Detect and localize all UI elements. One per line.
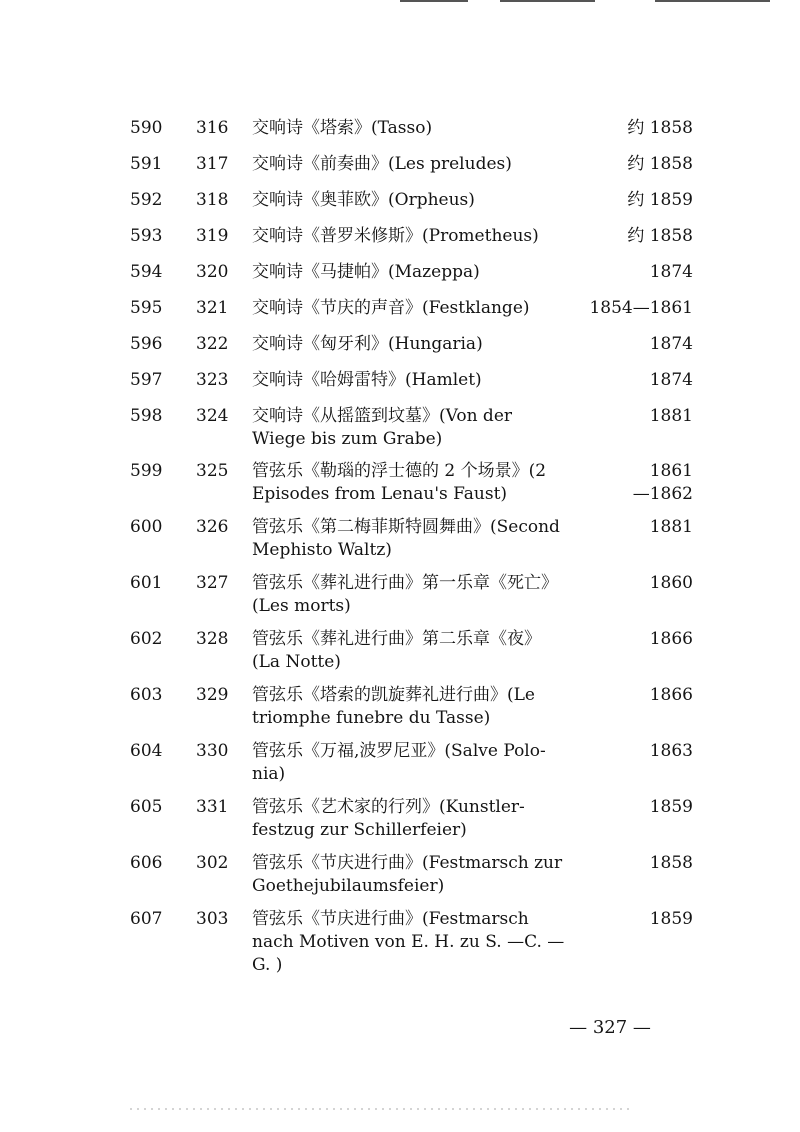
searle-number: 329 (196, 685, 229, 705)
work-title-line: (La Notte) (252, 652, 341, 672)
composition-date (588, 796, 693, 819)
date-line: 1866 (649, 685, 693, 705)
catalog-number: 602 (130, 629, 163, 649)
composition-date (588, 153, 693, 176)
catalog-number: 598 (130, 406, 163, 426)
work-title-line: 交响诗《普罗米修斯》(Prometheus) (252, 226, 539, 246)
work-title (252, 852, 602, 898)
header-rule (500, 0, 595, 2)
work-title-line: 交响诗《哈姆雷特》(Hamlet) (252, 370, 482, 390)
work-title-line: triomphe funebre du Tasse) (252, 708, 491, 728)
date-line: 约 1859 (627, 190, 693, 210)
date-line: 1874 (649, 262, 693, 282)
catalog-number: 604 (130, 741, 163, 761)
date-line: 约 1858 (627, 154, 693, 174)
searle-number: 320 (196, 262, 229, 282)
catalog-number: 595 (130, 298, 163, 318)
date-line: 1874 (649, 370, 693, 390)
composition-date (588, 572, 693, 595)
work-title-line: Goethejubilaumsfeier) (252, 876, 445, 896)
date-line: 1858 (649, 853, 693, 873)
work-title (252, 333, 602, 356)
date-line: —1862 (632, 484, 693, 504)
work-title-line: Wiege bis zum Grabe) (252, 429, 443, 449)
catalog-number: 597 (130, 370, 163, 390)
work-title (252, 225, 602, 248)
composition-date (588, 297, 693, 320)
work-title-line: 管弦乐《第二梅菲斯特圆舞曲》(Second (252, 517, 560, 537)
work-title (252, 117, 602, 140)
catalog-number: 600 (130, 517, 163, 537)
date-line: 1881 (649, 517, 693, 537)
work-title-line: 交响诗《奥菲欧》(Orpheus) (252, 190, 475, 210)
date-line: 1861 (649, 461, 693, 481)
work-title-line: 交响诗《马捷帕》(Mazeppa) (252, 262, 480, 282)
catalog-number: 596 (130, 334, 163, 354)
catalog-number: 591 (130, 154, 163, 174)
date-line: 1866 (649, 629, 693, 649)
searle-number: 323 (196, 370, 229, 390)
work-title-line: 管弦乐《节庆进行曲》(Festmarsch zur (252, 853, 563, 873)
composition-date (588, 684, 693, 707)
searle-number: 331 (196, 797, 229, 817)
work-title (252, 628, 602, 674)
searle-number: 322 (196, 334, 229, 354)
searle-number: 327 (196, 573, 229, 593)
page-number: — 327 — (569, 1017, 651, 1038)
work-title-line: 交响诗《塔索》(Tasso) (252, 118, 433, 138)
searle-number: 303 (196, 909, 229, 929)
work-title (252, 460, 602, 506)
work-title-line: 交响诗《节庆的声音》(Festklange) (252, 298, 530, 318)
work-title-line: (Les morts) (252, 596, 351, 616)
composition-date (588, 117, 693, 140)
composition-date (588, 460, 693, 506)
header-rule (655, 0, 770, 2)
work-title (252, 405, 602, 451)
composition-date (588, 908, 693, 931)
work-title (252, 740, 602, 786)
work-title (252, 261, 602, 284)
composition-date (588, 333, 693, 356)
date-line: 约 1858 (627, 226, 693, 246)
work-title (252, 572, 602, 618)
composition-date (588, 516, 693, 539)
searle-number: 325 (196, 461, 229, 481)
catalog-number: 593 (130, 226, 163, 246)
catalog-number: 605 (130, 797, 163, 817)
work-title-line: nia) (252, 764, 286, 784)
work-title-line: 管弦乐《勒瑙的浮士德的 2 个场景》(2 (252, 461, 547, 481)
work-title-line: G. ) (252, 955, 283, 975)
searle-number: 326 (196, 517, 229, 537)
date-line: 1854—1861 (589, 298, 693, 318)
searle-number: 317 (196, 154, 229, 174)
composition-date (588, 628, 693, 651)
catalog-number: 607 (130, 909, 163, 929)
composition-date (588, 189, 693, 212)
date-line: 1860 (649, 573, 693, 593)
date-line: 1859 (649, 797, 693, 817)
work-title-line: 管弦乐《塔索的凯旋葬礼进行曲》(Le (252, 685, 535, 705)
searle-number: 302 (196, 853, 229, 873)
composition-date (588, 369, 693, 392)
catalog-number: 592 (130, 190, 163, 210)
catalog-number: 590 (130, 118, 163, 138)
searle-number: 328 (196, 629, 229, 649)
work-title-line: festzug zur Schillerfeier) (252, 820, 467, 840)
catalog-number: 603 (130, 685, 163, 705)
searle-number: 330 (196, 741, 229, 761)
work-title (252, 189, 602, 212)
work-title (252, 153, 602, 176)
work-title (252, 796, 602, 842)
scan-artifact (130, 1108, 630, 1110)
catalog-number: 594 (130, 262, 163, 282)
searle-number: 321 (196, 298, 229, 318)
work-title-line: 交响诗《匈牙利》(Hungaria) (252, 334, 483, 354)
catalog-number: 606 (130, 853, 163, 873)
catalog-number: 599 (130, 461, 163, 481)
date-line: 1863 (649, 741, 693, 761)
searle-number: 316 (196, 118, 229, 138)
date-line: 约 1858 (627, 118, 693, 138)
composition-date (588, 740, 693, 763)
work-title-line: 管弦乐《节庆进行曲》(Festmarsch (252, 909, 529, 929)
work-title (252, 684, 602, 730)
work-title-line: nach Motiven von E. H. zu S. —C. — (252, 932, 565, 952)
header-rule (400, 0, 468, 2)
work-title-line: 交响诗《前奏曲》(Les preludes) (252, 154, 512, 174)
work-title-line: 管弦乐《万福,波罗尼亚》(Salve Polo- (252, 741, 546, 761)
composition-date (588, 261, 693, 284)
work-title-line: 管弦乐《葬礼进行曲》第二乐章《夜》 (252, 629, 541, 649)
work-title-line: 管弦乐《葬礼进行曲》第一乐章《死亡》 (252, 573, 558, 593)
work-title-line: 交响诗《从摇篮到坟墓》(Von der (252, 406, 513, 426)
date-line: 1874 (649, 334, 693, 354)
composition-date (588, 852, 693, 875)
searle-number: 319 (196, 226, 229, 246)
composition-date (588, 225, 693, 248)
date-line: 1881 (649, 406, 693, 426)
work-title-line: Episodes from Lenau's Faust) (252, 484, 508, 504)
work-title (252, 516, 602, 562)
composition-date (588, 405, 693, 428)
searle-number: 318 (196, 190, 229, 210)
work-title (252, 908, 602, 977)
work-title (252, 369, 602, 392)
work-title-line: 管弦乐《艺术家的行列》(Kunstler- (252, 797, 525, 817)
work-title-line: Mephisto Waltz) (252, 540, 392, 560)
work-title (252, 297, 602, 320)
date-line: 1859 (649, 909, 693, 929)
searle-number: 324 (196, 406, 229, 426)
catalog-number: 601 (130, 573, 163, 593)
